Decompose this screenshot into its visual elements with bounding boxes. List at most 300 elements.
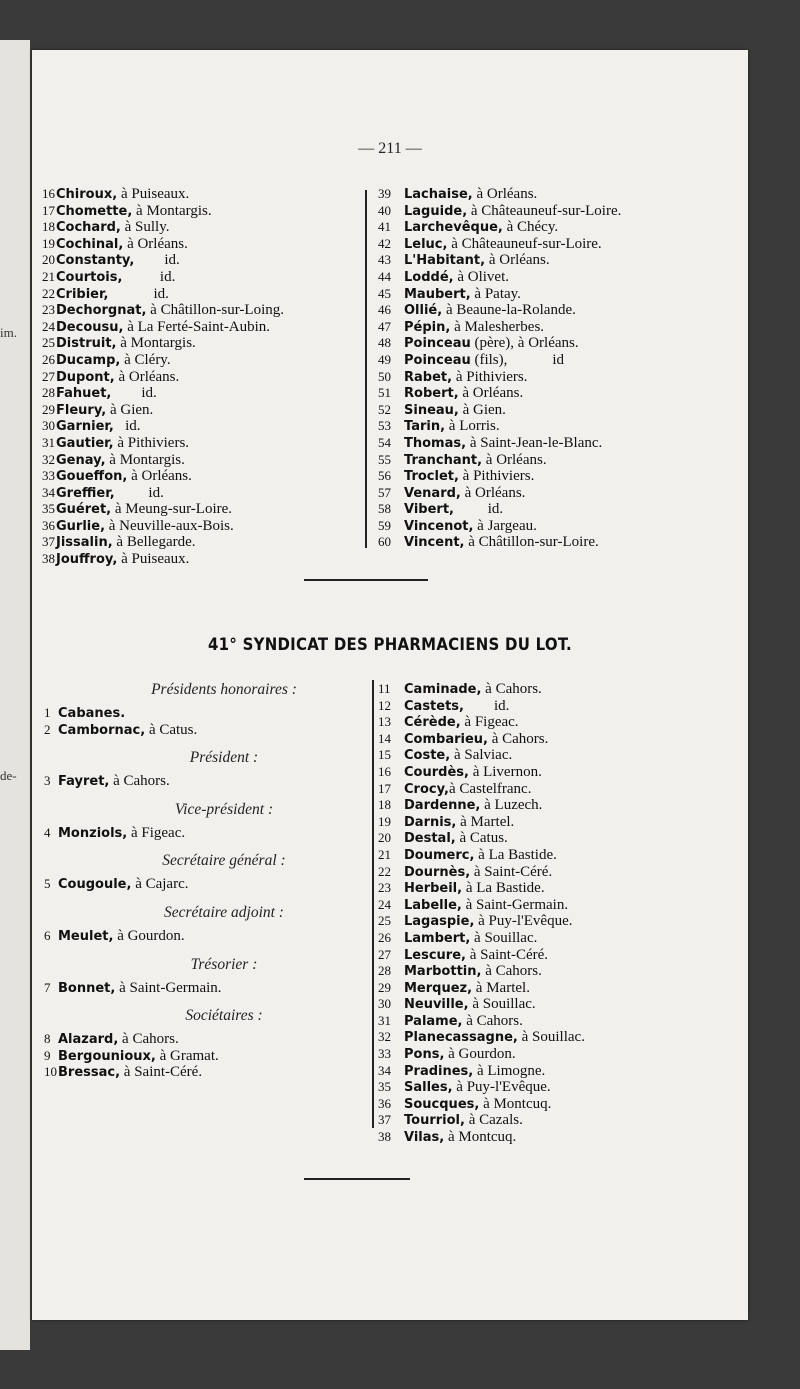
member-location: à La Ferté-Saint-Aubin.	[123, 318, 271, 335]
member-location: à Gourdon.	[444, 1046, 516, 1063]
entry-number: 40	[378, 202, 391, 218]
member-entry	[42, 269, 372, 286]
member-entry	[378, 1046, 738, 1063]
entry-number: 52	[378, 401, 391, 417]
entry-number: 39	[378, 186, 391, 201]
member-entry	[42, 335, 372, 352]
member-entry	[378, 764, 738, 781]
member-entry	[378, 847, 738, 864]
member-entry	[378, 534, 738, 551]
member-name: Darnis,	[404, 814, 457, 830]
entry-number: 12	[378, 697, 391, 713]
member-name: Neuville,	[404, 997, 469, 1013]
member-entry	[44, 980, 374, 997]
member-entry	[378, 830, 738, 847]
member-location: à Orléans.	[485, 252, 550, 269]
entry-number: 57	[378, 484, 391, 500]
member-location: à Cajarc.	[131, 876, 189, 893]
member-entry	[42, 302, 372, 319]
entry-number: 20	[378, 830, 391, 846]
member-location: (père), à Orléans.	[470, 335, 579, 352]
member-location: à Pithiviers.	[113, 434, 190, 451]
entry-number: 16	[42, 186, 55, 201]
member-entry	[378, 435, 738, 452]
member-location: à La Bastide.	[474, 846, 557, 863]
member-name: Lagaspie,	[404, 914, 475, 930]
member-location: à Figeac.	[460, 714, 519, 731]
member-name: Troclet,	[404, 469, 459, 485]
member-location: à Montcuq.	[479, 1095, 552, 1112]
member-name: Courtois,	[56, 269, 123, 285]
member-location: à Patay.	[470, 285, 521, 302]
member-entry	[378, 880, 738, 897]
member-location: à Pithiviers.	[458, 468, 535, 485]
entry-number: 50	[378, 368, 391, 384]
member-name: Laguide,	[404, 203, 468, 219]
member-entry	[42, 236, 372, 253]
member-name: Guéret,	[56, 502, 112, 518]
officer-group	[44, 773, 374, 790]
member-name: Lambert,	[404, 930, 471, 946]
member-location: à Salviac.	[450, 747, 513, 764]
member-location: à Bellegarde.	[112, 534, 196, 551]
officer-group	[44, 980, 374, 997]
entry-number: 23	[378, 880, 391, 896]
member-location: à Souillac.	[468, 996, 536, 1013]
entry-number: 58	[378, 501, 391, 517]
member-entry	[378, 698, 738, 715]
member-entry	[378, 186, 738, 203]
entry-number: 34	[42, 484, 55, 500]
member-entry	[378, 335, 738, 352]
member-entry	[378, 402, 738, 419]
entry-number: 24	[378, 896, 391, 912]
member-list-right	[378, 681, 738, 1146]
member-entry	[42, 352, 372, 369]
member-location: à Cahors.	[109, 773, 170, 790]
member-entry	[42, 418, 372, 435]
member-name: Doumerc,	[404, 847, 475, 863]
member-name: Cochard,	[56, 220, 121, 236]
entry-number: 41	[378, 219, 391, 235]
member-entry	[42, 402, 372, 419]
entry-number: 27	[378, 946, 391, 962]
member-name: Vincenot,	[404, 518, 474, 534]
member-name: Constanty,	[56, 253, 135, 269]
member-name: Cochinal,	[56, 236, 124, 252]
member-entry	[42, 551, 372, 568]
member-name: Distruit,	[56, 336, 117, 352]
member-entry	[378, 747, 738, 764]
entry-number: 44	[378, 268, 391, 284]
member-entry	[378, 352, 738, 369]
officer-group	[44, 825, 374, 842]
entry-number: 23	[42, 302, 55, 318]
member-entry	[378, 518, 738, 535]
member-name: Robert,	[404, 386, 459, 402]
member-location: à Catus.	[145, 721, 198, 738]
member-location: à Cahors.	[118, 1031, 179, 1048]
entry-number: 36	[378, 1095, 391, 1111]
entry-number: 48	[378, 335, 391, 351]
entry-number: 47	[378, 318, 391, 334]
entry-number: 38	[378, 1129, 391, 1145]
member-name: Poinceau	[404, 352, 471, 368]
member-entry	[42, 203, 372, 220]
member-name: Castets,	[404, 698, 464, 714]
member-entry	[378, 269, 738, 286]
member-entry	[378, 385, 738, 402]
member-location: à Orléans.	[472, 186, 538, 202]
role-heading: Secrétaire adjoint :	[164, 903, 284, 921]
member-name: Dournès,	[404, 864, 471, 880]
member-location: à Malesherbes.	[450, 318, 545, 335]
member-entry	[44, 1064, 374, 1081]
member-location: à Châtillon-sur-Loire.	[464, 534, 599, 551]
role-heading: Sociétaires :	[185, 1007, 263, 1025]
member-entry	[44, 928, 374, 945]
member-name: Labelle,	[404, 897, 462, 913]
entry-number: 42	[378, 235, 391, 251]
member-name: Rabet,	[404, 369, 453, 385]
member-name: Jouffroy,	[56, 552, 118, 568]
entry-number: 9	[44, 1047, 51, 1063]
member-name: Lachaise,	[404, 187, 473, 202]
left-page-fragment: de-	[0, 768, 17, 783]
member-entry	[378, 947, 738, 964]
member-location: à Saint-Céré.	[470, 863, 553, 880]
entry-number: 32	[42, 451, 55, 467]
member-entry	[42, 286, 372, 303]
member-name: Tranchant,	[404, 452, 483, 468]
left-page-edge	[0, 40, 30, 1350]
entry-number: 36	[42, 517, 55, 533]
entry-number: 27	[42, 368, 55, 384]
member-entry	[44, 722, 374, 739]
officer-group	[44, 705, 374, 738]
entry-number: 55	[378, 451, 391, 467]
entry-number: 6	[44, 927, 51, 943]
member-entry	[44, 773, 374, 790]
member-entry	[378, 1129, 738, 1146]
member-location: à Luzech.	[480, 797, 543, 814]
entry-number: 35	[378, 1079, 391, 1095]
entry-number: 34	[378, 1062, 391, 1078]
member-location: à Montargis.	[105, 451, 185, 468]
member-name: Cabanes.	[58, 706, 126, 721]
member-name: Loddé,	[404, 269, 454, 285]
member-entry	[378, 681, 738, 698]
member-entry	[378, 980, 738, 997]
member-location: à Meung-sur-Loire.	[111, 501, 233, 518]
entry-number: 7	[44, 979, 51, 995]
member-name: Fleury,	[56, 402, 107, 418]
member-entry	[378, 319, 738, 336]
member-entry	[378, 864, 738, 881]
member-name: Fayret,	[58, 774, 110, 790]
member-name: Leluc,	[404, 236, 448, 252]
member-name: Monziols,	[58, 825, 128, 841]
member-location: à Saint-Céré.	[465, 946, 549, 963]
member-location: à Saint-Germain.	[461, 896, 569, 913]
member-entry	[378, 468, 738, 485]
member-name: Salles,	[404, 1080, 453, 1096]
member-entry	[378, 897, 738, 914]
member-name: Bergounioux,	[58, 1048, 156, 1064]
member-name: Palame,	[404, 1013, 463, 1029]
member-location: à Martel.	[472, 979, 530, 996]
member-name: Pépin,	[404, 319, 451, 335]
member-entry	[378, 913, 738, 930]
member-name: Vibert,	[404, 502, 454, 518]
member-location: à Châteauneuf-sur-Loire.	[467, 202, 622, 219]
member-location: à Chécy.	[502, 219, 559, 236]
member-name: Cribier,	[56, 286, 109, 302]
member-entry	[378, 731, 738, 748]
member-entry	[44, 876, 374, 893]
entry-number: 51	[378, 385, 391, 401]
entry-number: 25	[42, 335, 55, 351]
member-location: à Lorris.	[445, 418, 500, 435]
member-name: Bressac,	[58, 1065, 121, 1081]
entry-number: 35	[42, 501, 55, 517]
officer-group	[44, 928, 374, 945]
member-name: Pradines,	[404, 1063, 474, 1079]
entry-number: 20	[42, 252, 55, 268]
member-name: Tarin,	[404, 419, 446, 435]
member-location: à Cahors.	[487, 730, 549, 747]
member-entry	[378, 286, 738, 303]
section-title: 41° SYNDICAT DES PHARMACIENS DU LOT.	[208, 635, 572, 655]
entry-number: 26	[378, 929, 391, 945]
member-name: Pons,	[404, 1047, 445, 1063]
member-location: à Cahors.	[462, 1012, 523, 1029]
entry-number: 10	[44, 1064, 57, 1080]
entry-number: 53	[378, 418, 391, 434]
member-location: à Martel.	[456, 813, 515, 830]
member-entry	[42, 319, 372, 336]
entry-number: 30	[42, 418, 55, 434]
entry-number: 16	[378, 763, 391, 779]
member-name: Greffier,	[56, 485, 115, 501]
entry-number: 56	[378, 468, 391, 484]
member-name: Jissalin,	[56, 535, 113, 551]
member-entry	[378, 714, 738, 731]
member-location: à Puiseaux.	[117, 551, 190, 568]
member-name: Larchevêque,	[404, 220, 503, 236]
member-name: Merquez,	[404, 980, 473, 996]
entry-number: 15	[378, 747, 391, 763]
left-page-fragment: im.	[0, 325, 17, 340]
entry-number: 29	[42, 401, 55, 417]
officers-column	[44, 681, 374, 1081]
member-entry	[42, 534, 372, 551]
member-name: Garnier,	[56, 419, 114, 435]
member-entry	[378, 452, 738, 469]
entry-number: 33	[42, 468, 55, 484]
entry-number: 45	[378, 285, 391, 301]
member-entry	[378, 501, 738, 518]
member-entry	[378, 1079, 738, 1096]
entry-number: 29	[378, 979, 391, 995]
member-location: à Orléans.	[114, 368, 180, 385]
member-location: à Jargeau.	[473, 517, 537, 534]
member-name: Destal,	[404, 831, 456, 847]
member-location: à Castelfranc.	[449, 780, 532, 797]
member-entry	[42, 485, 372, 502]
entry-number: 25	[378, 913, 391, 929]
section-separator	[304, 1178, 410, 1180]
member-entry	[42, 186, 372, 203]
entry-number: 14	[378, 730, 391, 746]
member-location: à Puy-l'Evêque.	[474, 913, 573, 930]
member-name: Thomas,	[404, 435, 467, 451]
member-entry	[378, 1029, 738, 1046]
member-location: à Saint-Céré.	[120, 1064, 203, 1081]
member-location: à Gien.	[106, 401, 154, 418]
member-entry	[378, 252, 738, 269]
member-entry	[378, 1013, 738, 1030]
entry-number: 28	[42, 385, 55, 401]
officer-group	[44, 876, 374, 893]
entry-number: 8	[44, 1031, 51, 1047]
member-name: Chiroux,	[56, 187, 118, 202]
member-location: à Gramat.	[155, 1047, 219, 1064]
entry-number: 22	[378, 863, 391, 879]
member-name: Soucques,	[404, 1096, 480, 1112]
member-entry	[378, 814, 738, 831]
member-location: à Figeac.	[127, 824, 186, 841]
member-location: id.	[134, 252, 180, 269]
member-name: Combarieu,	[404, 731, 488, 747]
member-location: à Olivet.	[453, 268, 509, 285]
member-location: id.	[453, 501, 504, 518]
member-name: Poinceau	[404, 336, 471, 352]
member-entry	[44, 705, 374, 722]
member-entry	[378, 418, 738, 435]
member-entry	[378, 219, 738, 236]
entry-number: 11	[378, 681, 391, 696]
member-location: à Puiseaux.	[117, 186, 190, 202]
entry-number: 38	[42, 551, 55, 567]
member-name: L'Habitant,	[404, 253, 486, 269]
member-location: id.	[114, 484, 164, 501]
member-location: à Montargis.	[116, 335, 196, 352]
entry-number: 21	[378, 846, 391, 862]
entry-number: 24	[42, 318, 55, 334]
role-heading: Secrétaire général :	[162, 852, 286, 870]
member-location: id.	[111, 385, 157, 402]
member-entry	[42, 435, 372, 452]
member-entry	[378, 1063, 738, 1080]
member-name: Gurlie,	[56, 518, 106, 534]
member-name: Chomette,	[56, 203, 133, 219]
member-location: à Beaune-la-Rolande.	[442, 302, 576, 319]
member-location: à Livernon.	[468, 763, 542, 780]
member-location: id.	[463, 697, 510, 714]
entry-number: 19	[378, 813, 391, 829]
member-location: à La Bastide.	[462, 880, 545, 897]
member-entry	[378, 203, 738, 220]
member-list-left	[42, 186, 372, 568]
member-name: Ollié,	[404, 303, 443, 319]
entry-number: 37	[378, 1112, 391, 1128]
member-name: Coste,	[404, 748, 451, 764]
member-location: id.	[108, 285, 169, 302]
member-location: à Châteauneuf-sur-Loire.	[447, 235, 602, 252]
member-location: à Souillac.	[470, 929, 538, 946]
member-name: Decousu,	[56, 319, 124, 335]
entry-number: 59	[378, 517, 391, 533]
member-name: Dardenne,	[404, 798, 481, 814]
member-location: à Souillac.	[517, 1029, 585, 1046]
member-location: à Montcuq.	[444, 1129, 517, 1146]
entry-number: 3	[44, 773, 51, 789]
member-entry	[378, 236, 738, 253]
entry-number: 18	[42, 219, 55, 235]
role-heading: Trésorier :	[190, 955, 258, 973]
member-entry	[42, 501, 372, 518]
member-entry	[378, 369, 738, 386]
member-name: Dechorgnat,	[56, 303, 147, 319]
member-name: Tourriol,	[404, 1113, 465, 1129]
entry-number: 32	[378, 1029, 391, 1045]
member-location: à Montargis.	[132, 202, 212, 219]
member-name: Herbeil,	[404, 881, 463, 897]
member-entry	[44, 1031, 374, 1048]
member-name: Vilas,	[404, 1130, 445, 1146]
member-location: à Cazals.	[464, 1112, 523, 1129]
member-entry	[42, 452, 372, 469]
member-name: Courdès,	[404, 764, 469, 780]
member-name: Cambornac,	[58, 722, 146, 738]
member-location: à Cléry.	[120, 351, 171, 368]
role-heading: Président :	[189, 749, 259, 767]
entry-number: 13	[378, 714, 391, 730]
member-location: à Orléans.	[482, 451, 547, 468]
member-name: Marbottin,	[404, 964, 482, 980]
member-entry	[42, 385, 372, 402]
member-location: à Orléans.	[123, 235, 188, 252]
member-entry	[42, 252, 372, 269]
member-location: à Limogne.	[473, 1062, 546, 1079]
member-location: à Châtillon-sur-Loing.	[146, 302, 284, 319]
member-name: Bonnet,	[58, 980, 116, 996]
member-name: Dupont,	[56, 369, 115, 385]
member-name: Vincent,	[404, 535, 465, 551]
member-location: à Orléans.	[460, 484, 526, 501]
member-name: Cougoule,	[58, 877, 132, 893]
member-location: à Orléans.	[458, 385, 524, 402]
member-location: à Gourdon.	[113, 927, 185, 944]
member-name: Crocy,	[404, 781, 449, 797]
entry-number: 17	[42, 202, 55, 218]
member-entry	[44, 1048, 374, 1065]
entry-number: 18	[378, 797, 391, 813]
entry-number: 4	[44, 824, 51, 840]
member-name: Fahuet,	[56, 386, 112, 402]
member-location: à Cahors.	[481, 681, 542, 697]
member-name: Venard,	[404, 485, 461, 501]
member-location: à Neuville-aux-Bois.	[105, 517, 234, 534]
member-location: à Cahors.	[481, 963, 542, 980]
member-entry	[378, 1096, 738, 1113]
member-entry	[378, 963, 738, 980]
member-name: Meulet,	[58, 928, 114, 944]
book-page	[32, 50, 748, 1320]
member-name: Caminade,	[404, 682, 482, 697]
officer-group	[44, 1031, 374, 1081]
